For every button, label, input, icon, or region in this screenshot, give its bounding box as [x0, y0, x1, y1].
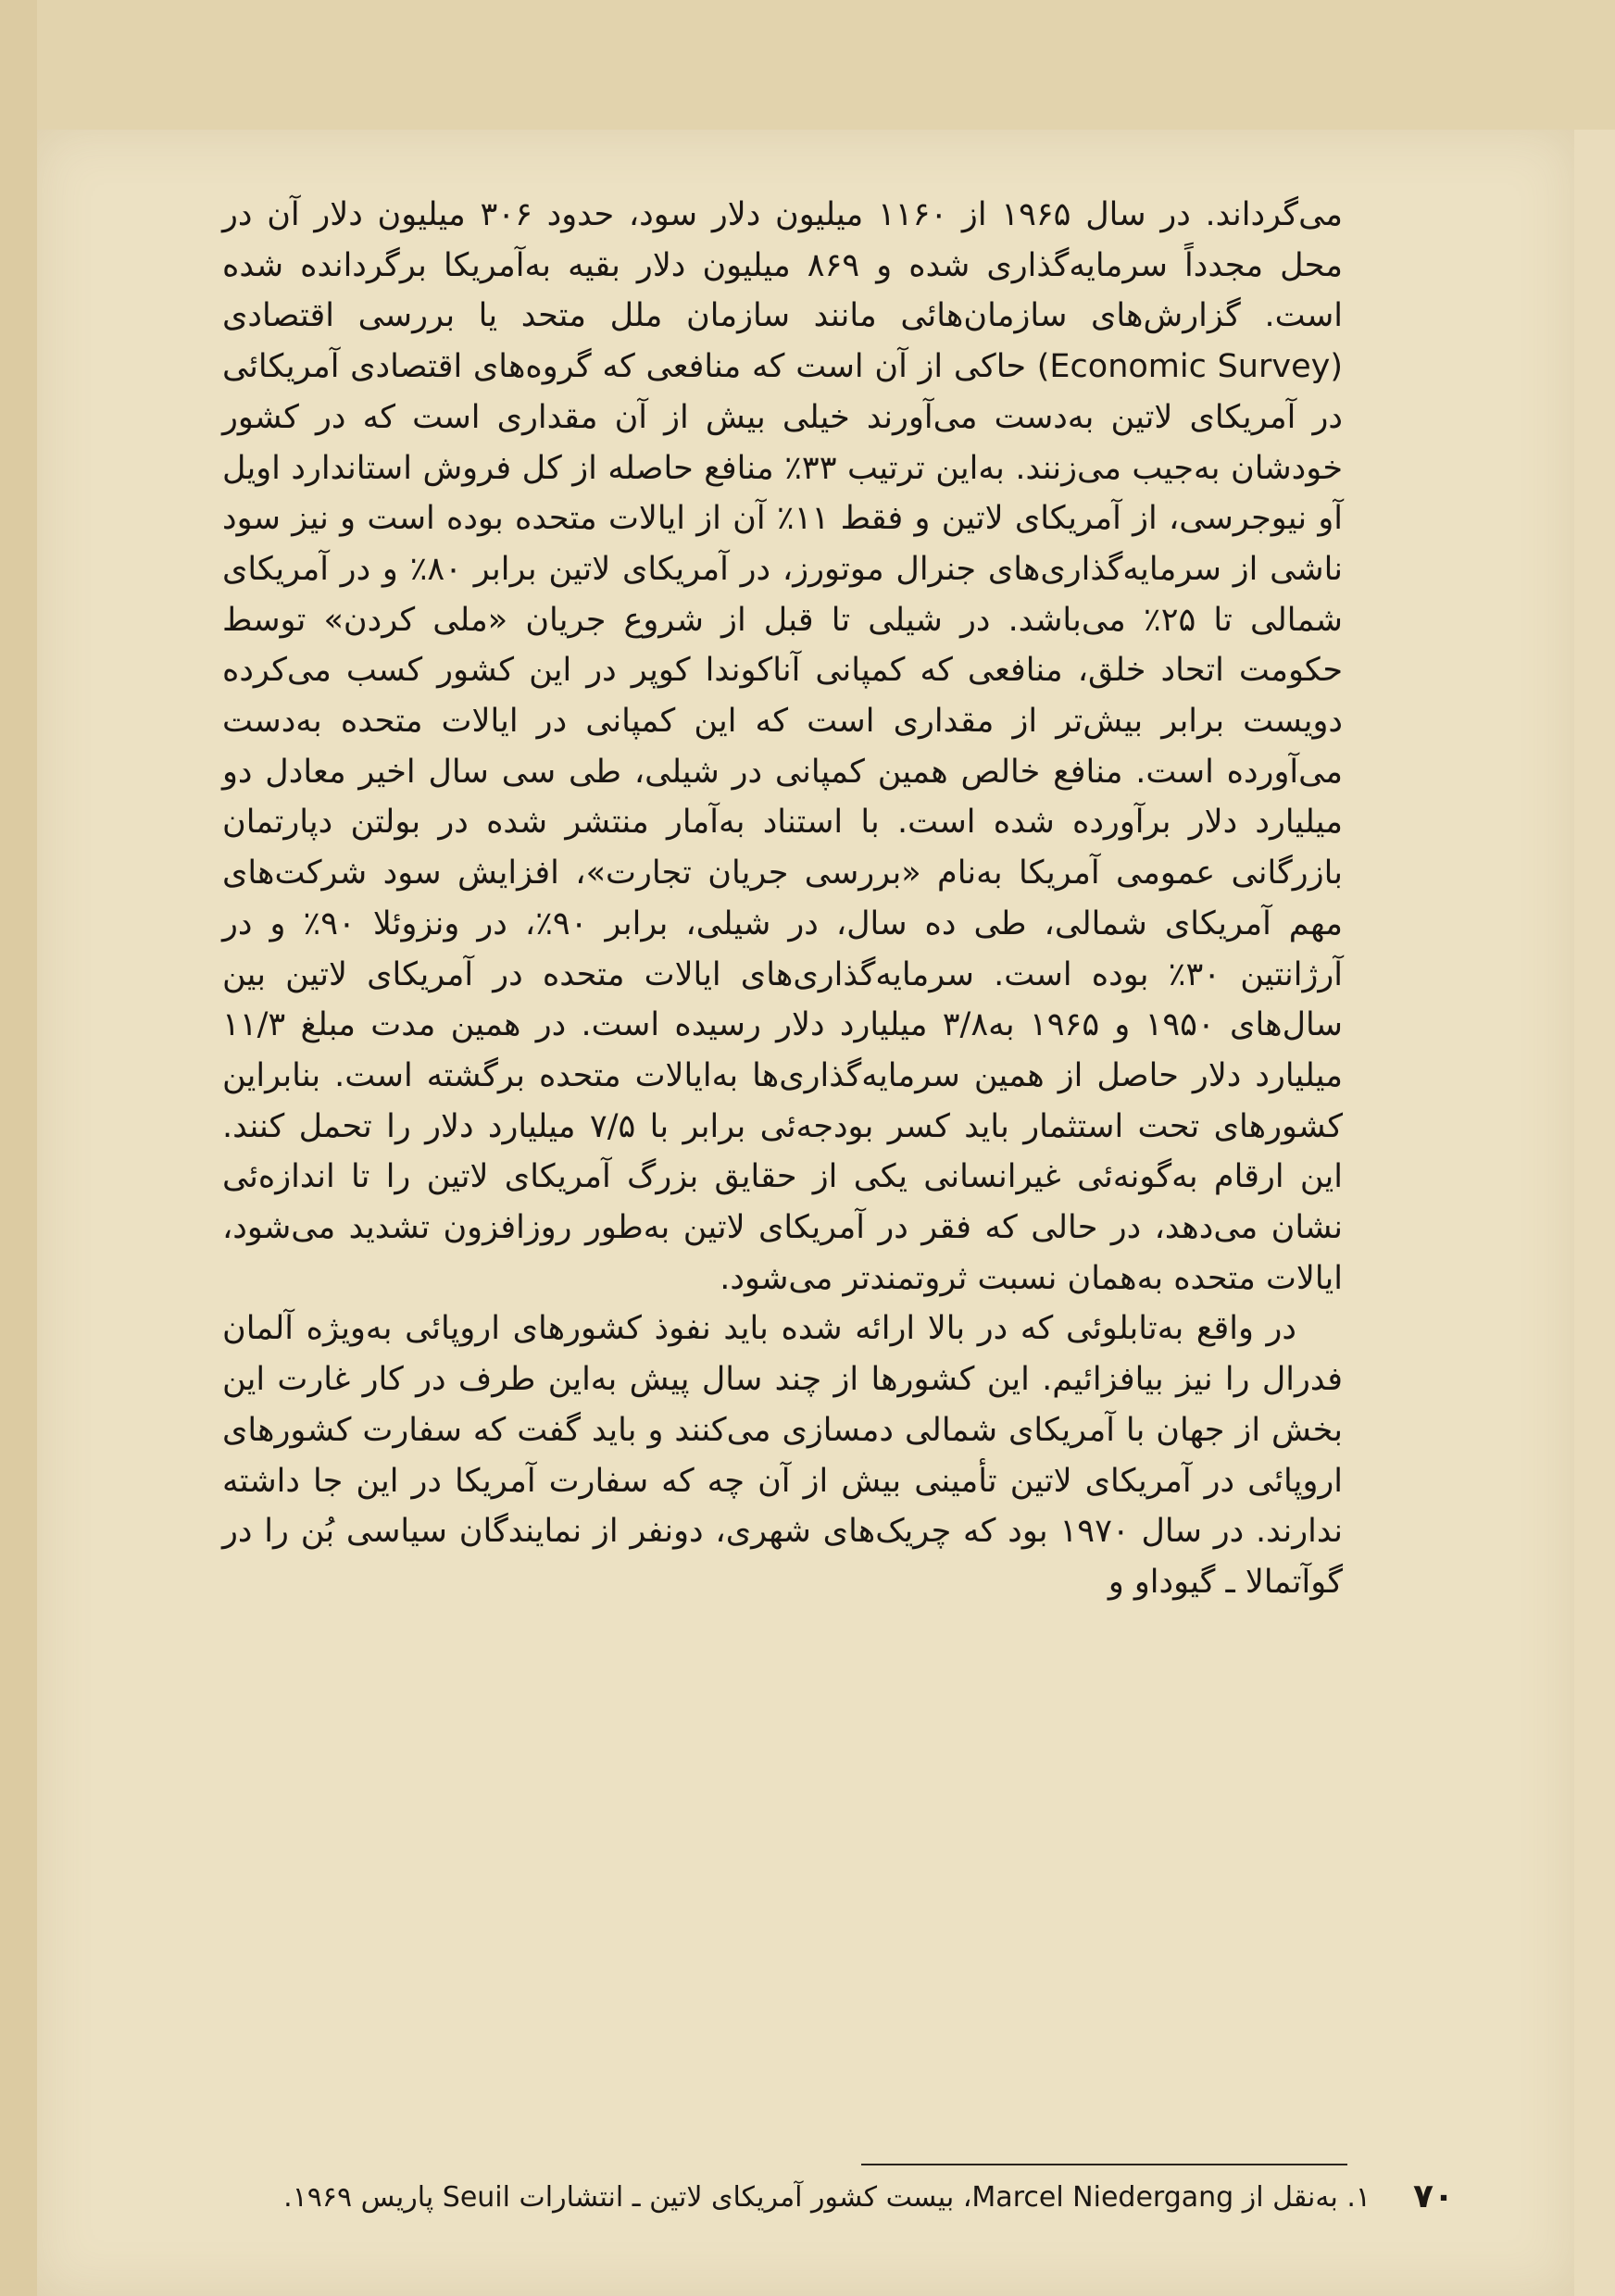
- page-number: ۷۰: [1413, 2177, 1454, 2215]
- footnote: ۱. به‌نقل از Marcel Niedergang، بیست کشور آمریکای لاتین ـ انتشارات Seuil پاریس ۱۹۶۹.: [283, 2181, 1371, 2214]
- paragraph-1: می‌گرداند. در سال ۱۹۶۵ از ۱۱۶۰ میلیون دلار سود، حدود ۳۰۶ میلیون دلار آن در محل مجدداً سرمایه‌گذاری شده و ۸۶۹ میلیون دلار بقیه به‌آمریکا برگردانده شده است. گزارش‌های سازمان‌هائی مانند سازمان ملل متحد یا بررسی اقتصادی (Economic Survey) حاکی از آن است که منافعی که گروه‌های اقتصادی آمریکائی در آمریکای لاتین به‌دست می‌آورند خیلی بیش از آن مقداری است که در کشور خودشان به‌جیب می‌زنند. به‌این ترتیب ۳۳٪ منافع حاصله از کل فروش استاندارد اویل آو نیوجرسی، از آمریکای لاتین و فقط ۱۱٪ آن از ایالات متحده بوده است و نیز سود ناشی از سرمایه‌گذاری‌های جنرال موتورز، در آمریکای لاتین برابر ۸۰٪ و در آمریکای شمالی تا ۲۵٪ می‌باشد. در شیلی تا قبل از شروع جریان «ملی کردن» توسط حکومت اتحاد خلق، منافعی که کمپانی آناکوندا کوپر در این کشور کسب می‌کرده دویست برابر بیش‌تر از مقداری است که این کمپانی در ایالات متحده به‌دست می‌آورده است. منافع خالص همین کمپانی در شیلی، طی سی سال اخیر معادل دو میلیارد دلار برآورده شده است. با استناد به‌آمار منتشر شده در بولتن دپارتمان بازرگانی عمومی آمریکا به‌نام «بررسی جریان تجارت»، افزایش سود شرکت‌های مهم آمریکای شمالی، طی ده سال، در شیلی، برابر ۹۰٪، در ونزوئلا ۹۰٪ و در آرژانتین ۳۰٪ بوده است. سرمایه‌گذاری‌های ایالات متحده در آمریکای لاتین بین سال‌های ۱۹۵۰ و ۱۹۶۵ به‌۳/۸ میلیارد دلار رسیده است. در همین مدت مبلغ ۱۱/۳ میلیارد دلار حاصل از همین سرمایه‌گذاری‌ها به‌ایالات متحده برگشته است. بنابراین کشورهای تحت استثمار باید کسر بودجه‌ئی برابر با ۷/۵ میلیارد دلار را تحمل کنند. این ارقام به‌گونه‌ئی غیرانسانی یکی از حقایق بزرگ آمریکای لاتین را تا اندازه‌ئی نشان می‌دهد، در حالی که فقر در آمریکای لاتین به‌طور روزافزون تشدید می‌شود، ایالات متحده به‌همان نسبت ثروتمندتر می‌شود.: [222, 196, 1344, 1297]
- page-top-margin: [0, 0, 1615, 130]
- page-binding-edge: [0, 0, 37, 2296]
- footnote-divider: [861, 2164, 1347, 2165]
- paragraph-2: در واقع به‌تابلوئی که در بالا ارائه شده باید نفوذ کشورهای اروپائی به‌ویژه آلمان فدرال را نیز بیافزائیم. این کشورها از چند سال پیش به‌این طرف در کار غارت این بخش از جهان با آمریکای شمالی دمسازی می‌کنند و باید گفت که سفارت کشورهای اروپائی در آمریکای لاتین تأمینی بیش از آن چه که سفارت آمریکا در این جا داشته ندارند. در سال ۱۹۷۰ بود که چریک‌های شهری، دونفر از نمایندگان سیاسی بُن را در گوآتمالا ـ گیوداو و: [222, 1310, 1343, 1601]
- body-text: [222, 190, 1343, 1608]
